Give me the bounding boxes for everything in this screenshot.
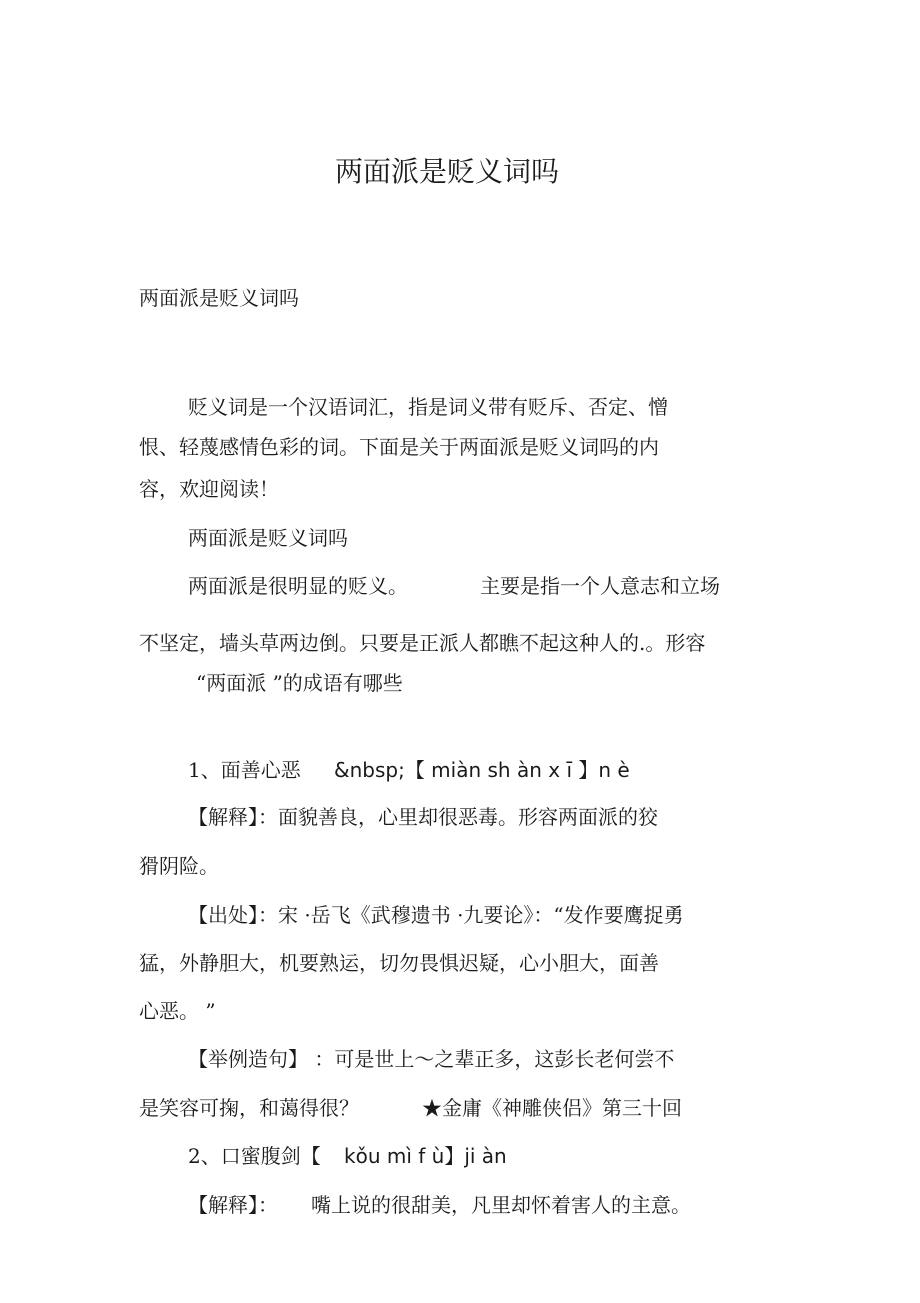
idiom-2-explain-text: 嘴上说的很甜美，凡里却怀着害人的主意。 [311,1193,691,1217]
intro-line-2: 恨、轻蔑感情色彩的词。下面是关于两面派是贬义词吗的内 [139,435,659,459]
idiom-1-example-line-1: 【举例造句】 ：可是世上～之辈正多，这彭长老何尝不 [188,1047,675,1071]
document-subtitle: 两面派是贬义词吗 [139,286,299,310]
answer-line-1a: 两面派是很明显的贬义。 [188,574,408,598]
idiom-1-example-line-2b: ★金庸《神雕侠侣》第三十回 [422,1096,682,1120]
answer-line-1b: 主要是指一个人意志和立场 [480,574,720,598]
idiom-1-source-line-1: 【出处】：宋 ·岳飞《武穆遗书 ·九要论》：“发作要鹰捉勇 [188,903,684,927]
idiom-2-heading-b: kǒu mì f ù】ji àn [344,1144,507,1168]
answer-line-3: “两面派 ”的成语有哪些 [196,671,403,695]
idiom-2-heading-a: 2、口蜜腹剑【 [188,1144,321,1168]
section-heading: 两面派是贬义词吗 [188,526,348,550]
idiom-1-explain-line-1: 【解释】：面貌善良，心里却很恶毒。形容两面派的狡 [188,805,658,829]
intro-line-3: 容，欢迎阅读！ [139,477,279,501]
idiom-2-explain-label: 【解释】： [188,1193,278,1217]
document-title: 两面派是贬义词吗 [334,155,559,188]
answer-line-2: 不坚定，墙头草两边倒。只要是正派人都瞧不起这种人的.。形容 [139,631,706,655]
idiom-1-source-line-3: 心恶。 ” [139,999,216,1023]
idiom-1-source-line-2: 猛，外静胆大，机要熟运，切勿畏惧迟疑，心小胆大，面善 [139,951,659,975]
idiom-1-heading-a: 1、面善心恶 [188,758,301,782]
idiom-1-heading-b: &nbsp;【 miàn sh àn x ī 】n è [334,758,630,782]
intro-line-1: 贬义词是一个汉语词汇，指是词义带有贬斥、否定、憎 [188,395,668,419]
idiom-1-explain-line-2: 猾阴险。 [139,854,219,878]
idiom-1-example-line-2a: 是笑容可掬，和蔼得很？ [139,1096,359,1120]
